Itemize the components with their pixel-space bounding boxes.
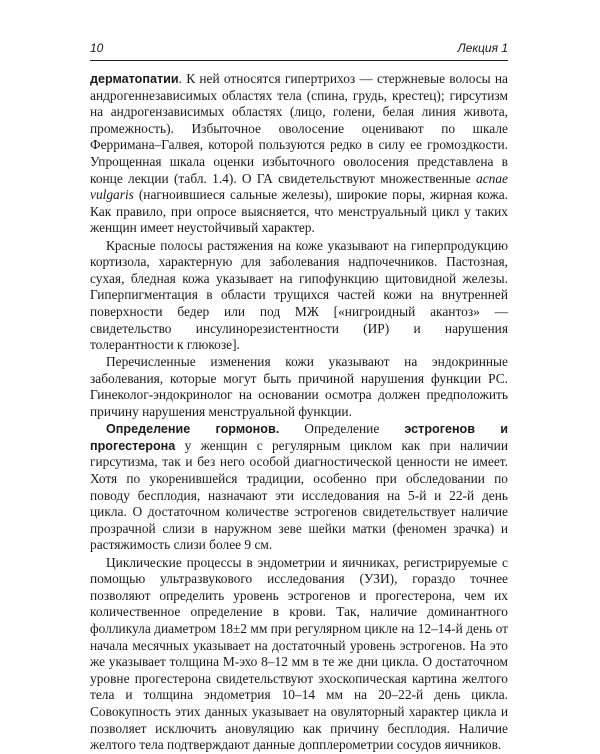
section-title: Лекция 1 [457,41,508,55]
paragraph-1 [90,71,508,237]
term-estrogen-progesterone: эстрогенов и прогестерона [90,422,508,453]
subheading-hormones: Определение гормонов. [106,422,280,437]
body-text [90,71,508,754]
term-italic: acnae vulgaris [90,170,508,203]
paragraph-1-text-a: . К ней относятся гипертрихоз — стержневые волосы на андрогеннезависимых областях тела (спина, грудь, крестец); гирсутизм на андрогензависимых областях (лицо, голени, белая линия живота, промежность). Избыточное оволосение оценивают по шкале Ферримана–Галвея, которой пользуются редко в силу ее громоздкости. Упрощенная шкала оценки избыточного оволосения представлена в конце лекции (табл. 1.4). О ГА свидетельствуют множественные [90,71,508,186]
header-divider [90,60,508,61]
paragraph-4-text-a: Определение [279,421,405,437]
paragraph-5: Циклические процессы в эндометрии и яичниках, регистрируемые с помощью ультразвукового исследования (УЗИ), гораздо точнее позволяют определить уровень эстрогенов и прогестерона, чем их количественное определение в крови. Так, наличие доминантного фолликула диаметром 18±2 мм при регулярном цикле на 12–14-й день от начала месячных указывает на достаточный уровень эстрогенов. На это же указывает толщина М-эхо 8–12 мм в те же дни цикла. О достаточном уровне прогестерона свидетельствуют эхоскопическая картина желтого тела и толщина эндометрия 10–14 мм на 20–22-й день цикла. Совокупность этих данных указывает на овуляторный характер цикла и позволяет исключить ановуляцию как причину бесплодия. Наличие желтого тела подтверждают данные допплерометрии сосудов яичников. [90,554,508,753]
paragraph-3: Перечисленные изменения кожи указывают на эндокринные заболевания, которые могут быть причиной нарушения функции РС. Гинеколог-эндокринолог на основании осмотра должен предположить причину нарушения менструальной функции. [90,354,508,420]
term-bold: дерматопатии [90,72,179,86]
page-number: 10 [90,41,104,55]
paragraph-2: Красные полосы растяжения на коже указывают на гиперпродукцию кортизола, характерную для заболевания надпочечников. Пастозная, сухая, бледная кожа указывает на гипофункцию щитовидной железы. Гиперпигментация в области трущихся частей кожи на внутренней поверхности бедер или под МЖ [«нигроидный акантоз» — свидетельство инсулинорезистентности (ИР) и нарушения толерантности к глюкозе]. [90,237,508,353]
paragraph-4-text-b: у женщин с регулярным циклом как при наличии гирсутизма, так и без него особой диагностической ценности не имеет. Хотя по укоренившейся традиции, особенно при обследовании по поводу бесплодия, назначают эти исследования на 5-й и 22-й день цикла. О достаточном количестве эстрогенов свидетельствует наличие прозрачной слизи в наружном зеве шейки матки (феномен зрачка) и растяжимость слизи более 9 см. [90,437,508,553]
running-header [90,40,508,56]
paragraph-1-text-b: (нагноившиеся сальные железы), широкие поры, жирная кожа. Как правило, при опросе выясняется, что менструальный цикл у таких женщин имеет неустойчивый характер. [90,187,508,236]
paragraph-4 [90,421,508,554]
